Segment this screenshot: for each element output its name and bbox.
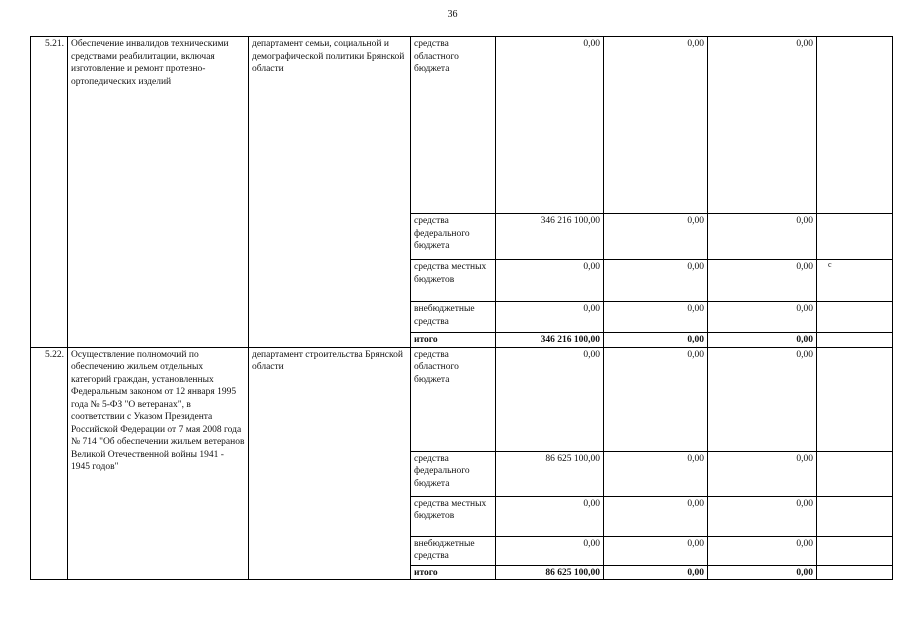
total-amount: 346 216 100,00 xyxy=(496,333,604,348)
source-label: внебюджетные средства xyxy=(411,536,496,565)
amount-cell: 0,00 xyxy=(496,37,604,214)
amount-cell: 0,00 xyxy=(708,302,817,333)
amount-cell: 0,00 xyxy=(604,496,708,536)
amount-cell: 0,00 xyxy=(604,260,708,302)
amount-cell: 0,00 xyxy=(604,302,708,333)
measure-name: Осуществление полномочий по обеспечению жильем отдельных категорий граждан, установленных Федеральным законом от 12 января 1995 года № 5-ФЗ "О ветеранах", в соответствии с Указом Президента Российской Федерации от 7 мая 2008 года № 714 "Об обеспечении жильем ветеранов Великой Отечественной войны 1941 - 1945 годов" xyxy=(68,347,249,580)
amount-cell: 0,00 xyxy=(496,347,604,451)
row-number: 5.21. xyxy=(31,37,68,348)
amount-cell: 0,00 xyxy=(496,302,604,333)
measure-name: Обеспечение инвалидов техническими средствами реабилитации, включая изготовление и ремонт протезно-ортопедических изделий xyxy=(68,37,249,348)
amount-cell: 0,00 xyxy=(604,214,708,260)
amount-cell: 0,00 xyxy=(604,451,708,496)
amount-cell: 0,00 xyxy=(604,536,708,565)
amount-cell: 0,00 xyxy=(708,496,817,536)
amount-cell: 0,00 xyxy=(708,451,817,496)
amount-cell: 0,00 xyxy=(604,347,708,451)
total-amount: 0,00 xyxy=(708,333,817,348)
source-label: средства местных бюджетов xyxy=(411,496,496,536)
empty-cell xyxy=(817,302,893,333)
row-number: 5.22. xyxy=(31,347,68,580)
amount-cell: 0,00 xyxy=(496,496,604,536)
source-label: внебюджетные средства xyxy=(411,302,496,333)
total-amount: 0,00 xyxy=(708,565,817,580)
empty-cell xyxy=(817,565,893,580)
total-amount: 0,00 xyxy=(604,565,708,580)
empty-cell xyxy=(817,347,893,451)
empty-cell xyxy=(817,496,893,536)
amount-cell: 0,00 xyxy=(708,347,817,451)
amount-cell: 346 216 100,00 xyxy=(496,214,604,260)
table-row xyxy=(31,37,893,214)
page-number: 36 xyxy=(447,9,458,20)
amount-cell: 0,00 xyxy=(708,536,817,565)
total-label: итого xyxy=(411,333,496,348)
table-row xyxy=(31,347,893,451)
margin-mark: с xyxy=(828,260,832,269)
amount-cell: 0,00 xyxy=(708,37,817,214)
source-label: средства областного бюджета xyxy=(411,37,496,214)
source-label: средства федерального бюджета xyxy=(411,214,496,260)
total-amount: 86 625 100,00 xyxy=(496,565,604,580)
empty-cell xyxy=(817,214,893,260)
empty-cell xyxy=(817,451,893,496)
budget-table xyxy=(30,36,893,580)
amount-cell: 86 625 100,00 xyxy=(496,451,604,496)
source-label: средства областного бюджета xyxy=(411,347,496,451)
executor: департамент семьи, социальной и демографической политики Брянской области xyxy=(249,37,411,348)
amount-cell: 0,00 xyxy=(708,214,817,260)
empty-cell xyxy=(817,536,893,565)
empty-cell xyxy=(817,37,893,214)
total-label: итого xyxy=(411,565,496,580)
source-label: средства федерального бюджета xyxy=(411,451,496,496)
amount-cell: 0,00 xyxy=(604,37,708,214)
amount-cell: 0,00 xyxy=(708,260,817,302)
empty-cell xyxy=(817,333,893,348)
executor: департамент строительства Брянской области xyxy=(249,347,411,580)
total-amount: 0,00 xyxy=(604,333,708,348)
amount-cell: 0,00 xyxy=(496,536,604,565)
amount-cell: 0,00 xyxy=(496,260,604,302)
source-label: средства местных бюджетов xyxy=(411,260,496,302)
